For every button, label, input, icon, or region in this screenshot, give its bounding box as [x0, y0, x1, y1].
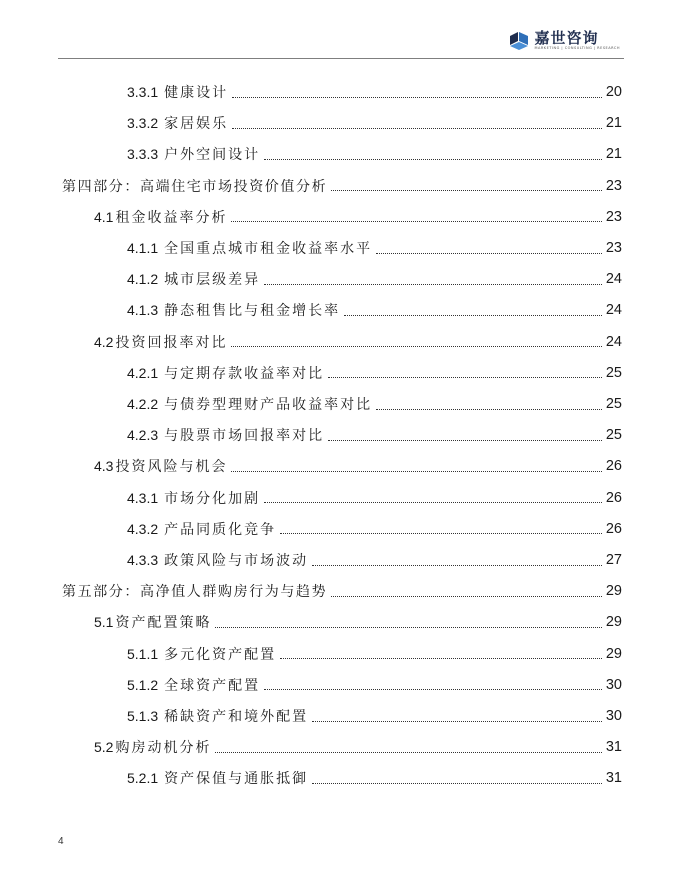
toc-entry[interactable]: [62, 175, 622, 197]
toc-entry-label: [127, 644, 276, 664]
toc-entry[interactable]: [127, 362, 622, 384]
toc-entry[interactable]: [94, 455, 622, 477]
toc-entry-title: 市场分化加剧: [164, 490, 261, 507]
toc-entry-page: 27: [605, 552, 622, 568]
toc-entry-title: 投资回报率对比: [115, 334, 228, 351]
toc-leader-dots: [215, 752, 601, 753]
toc-entry-title: 城市层级差异: [164, 272, 261, 289]
toc-leader-dots: [264, 284, 602, 285]
toc-entry-title: 多元化资产配置: [164, 646, 277, 663]
toc-leader-dots: [231, 471, 601, 472]
toc-entry-title: 户外空间设计: [164, 147, 261, 164]
toc-entry-number: 5.1.2: [127, 676, 159, 693]
toc-entry[interactable]: [127, 767, 622, 789]
toc-entry-number: 5.1: [94, 614, 114, 631]
toc-entry[interactable]: [127, 424, 622, 446]
toc-leader-dots: [215, 627, 601, 628]
toc-entry-label: [127, 519, 276, 539]
toc-entry[interactable]: [94, 331, 622, 353]
toc-leader-dots: [312, 565, 602, 566]
toc-entry-label: [127, 488, 260, 508]
toc-entry[interactable]: [127, 299, 622, 321]
toc-leader-dots: [344, 315, 602, 316]
toc-entry-title: 租金收益率分析: [115, 209, 228, 226]
toc-entry-number: 5.1.3: [127, 708, 159, 724]
toc-entry-label: [127, 300, 340, 320]
toc-entry-number: 4.1.1: [127, 240, 159, 256]
logo-tagline: MARKETING | CONSULTING | RESEARCH: [534, 46, 620, 50]
toc-entry[interactable]: [62, 580, 622, 602]
toc-entry[interactable]: [127, 237, 622, 259]
toc-entry[interactable]: [127, 705, 622, 727]
toc-entry-title: 购房动机分析: [115, 740, 212, 757]
toc-leader-dots: [264, 689, 602, 690]
toc-entry-number: 4.2.3: [127, 427, 159, 444]
toc-leader-dots: [328, 377, 602, 378]
toc-entry-label: [127, 706, 308, 726]
toc-entry-number: 4.3: [94, 458, 114, 475]
toc-entry-label: [127, 425, 324, 445]
toc-entry-page: 29: [605, 645, 622, 662]
toc-entry-page: 31: [605, 770, 622, 787]
toc-entry-title: 与定期存款收益率对比: [164, 365, 325, 382]
toc-leader-dots: [331, 596, 602, 597]
toc-entry[interactable]: [127, 81, 622, 103]
toc-entry[interactable]: [127, 549, 622, 571]
toc-entry-label: [127, 113, 228, 133]
toc-entry-page: 26: [605, 458, 622, 475]
toc-leader-dots: [312, 721, 602, 722]
toc-entry[interactable]: [127, 393, 622, 415]
toc-entry-title: 静态租售比与租金增长率: [164, 303, 341, 320]
toc-entry-page: 26: [605, 520, 622, 537]
toc-leader-dots: [376, 409, 602, 410]
toc-entry-number: 5.2: [94, 739, 114, 756]
toc-entry-label: [127, 363, 324, 383]
toc-entry-number: 4.2.2: [127, 396, 159, 412]
toc-entry-page: 29: [605, 614, 622, 631]
toc-entry-title: 健康设计: [164, 85, 229, 101]
toc-entry-page: 23: [605, 208, 622, 225]
toc-entry-page: 26: [605, 489, 622, 506]
toc-entry-page: 21: [605, 115, 622, 132]
toc-entry-title: 资产保值与通胀抵御: [164, 771, 309, 788]
toc-entry-page: 23: [605, 177, 622, 194]
toc-entry-number: 4.3.2: [127, 520, 159, 537]
toc-entry[interactable]: [127, 143, 622, 165]
toc-entry-title: 资产配置策略: [115, 615, 212, 632]
toc-entry-page: 25: [605, 364, 622, 381]
toc-entry-label: [127, 269, 260, 289]
toc-entry-label: [127, 768, 308, 788]
toc-leader-dots: [231, 346, 601, 347]
toc-entry-number: 5.2.1: [127, 770, 159, 787]
toc-entry-number: 4.3.3: [127, 552, 159, 568]
toc-entry[interactable]: [94, 611, 622, 633]
toc-leader-dots: [312, 783, 602, 784]
toc-entry-number: 4.1.2: [127, 271, 159, 288]
toc-entry-number: 3.3.3: [127, 146, 159, 163]
toc-entry-label: [127, 82, 228, 102]
toc-entry-page: 25: [605, 396, 622, 412]
toc-leader-dots: [376, 253, 602, 254]
toc-entry-number: 4.1: [94, 208, 114, 225]
toc-entry-page: 20: [605, 84, 622, 100]
toc-entry-number: 4.1.3: [127, 302, 159, 319]
page-number: 4: [58, 836, 64, 847]
toc-entry-page: 24: [605, 333, 622, 350]
toc-entry-title: 投资风险与机会: [115, 459, 228, 476]
toc-entry-title: 第四部分：高端住宅市场投资价值分析: [62, 178, 328, 195]
toc-leader-dots: [232, 128, 602, 129]
toc-entry-page: 24: [605, 271, 622, 288]
toc-entry-title: 第五部分：高净值人群购房行为与趋势: [62, 584, 328, 601]
toc-entry-label: [127, 394, 372, 414]
toc-entry-page: 30: [605, 708, 622, 724]
toc-entry-number: 3.3.1: [127, 84, 159, 100]
toc-entry-label: [94, 737, 211, 757]
toc-entry-title: 稀缺资产和境外配置: [164, 709, 309, 725]
toc-entry-page: 25: [605, 427, 622, 444]
toc-leader-dots: [280, 533, 602, 534]
toc-entry-title: 与股票市场回报率对比: [164, 428, 325, 445]
toc-entry-title: 政策风险与市场波动: [164, 553, 309, 569]
toc-leader-dots: [231, 221, 601, 222]
toc-entry-title: 与债券型理财产品收益率对比: [164, 397, 373, 413]
toc-leader-dots: [280, 658, 602, 659]
toc-entry-label: [62, 176, 327, 196]
toc-entry-title: 家居娱乐: [164, 116, 229, 133]
toc-entry[interactable]: [94, 206, 622, 228]
toc-entry[interactable]: [127, 518, 622, 540]
toc-entry-label: [94, 456, 227, 476]
logo-name: 嘉世咨询: [534, 29, 599, 47]
toc-leader-dots: [328, 440, 602, 441]
toc-entry-label: [94, 332, 227, 352]
toc-entry-page: 31: [605, 739, 622, 756]
toc-entry-label: [94, 612, 211, 632]
toc-entry-number: 4.3.1: [127, 489, 159, 506]
toc-entry-page: 23: [605, 240, 622, 256]
toc-entry-label: [127, 550, 308, 570]
toc-entry-title: 全国重点城市租金收益率水平: [164, 241, 373, 257]
toc-entry-title: 全球资产配置: [164, 677, 261, 694]
toc-entry-title: 产品同质化竞争: [164, 521, 277, 538]
toc-entry-label: [127, 675, 260, 695]
toc-leader-dots: [232, 97, 602, 98]
toc-entry-label: [127, 238, 372, 258]
toc-leader-dots: [264, 159, 602, 160]
toc-entry-number: 4.2.1: [127, 364, 159, 381]
toc-entry[interactable]: [94, 736, 622, 758]
toc-leader-dots: [331, 190, 602, 191]
toc-entry-page: 24: [605, 302, 622, 319]
toc-entry-page: 30: [605, 676, 622, 693]
toc-entry-page: 29: [605, 583, 622, 600]
toc-entry-label: [94, 207, 227, 227]
toc-entry-number: 4.2: [94, 333, 114, 350]
toc-entry[interactable]: [127, 268, 622, 290]
toc-entry[interactable]: [127, 487, 622, 509]
toc-entry[interactable]: [127, 643, 622, 665]
toc-entry[interactable]: [127, 674, 622, 696]
toc-leader-dots: [264, 502, 602, 503]
toc-entry-number: 3.3.2: [127, 115, 159, 132]
toc-entry-number: 5.1.1: [127, 645, 159, 662]
toc-entry-label: [127, 144, 260, 164]
toc-entry[interactable]: [127, 112, 622, 134]
toc-entry-label: [62, 581, 327, 601]
toc-entry-page: 21: [605, 146, 622, 163]
